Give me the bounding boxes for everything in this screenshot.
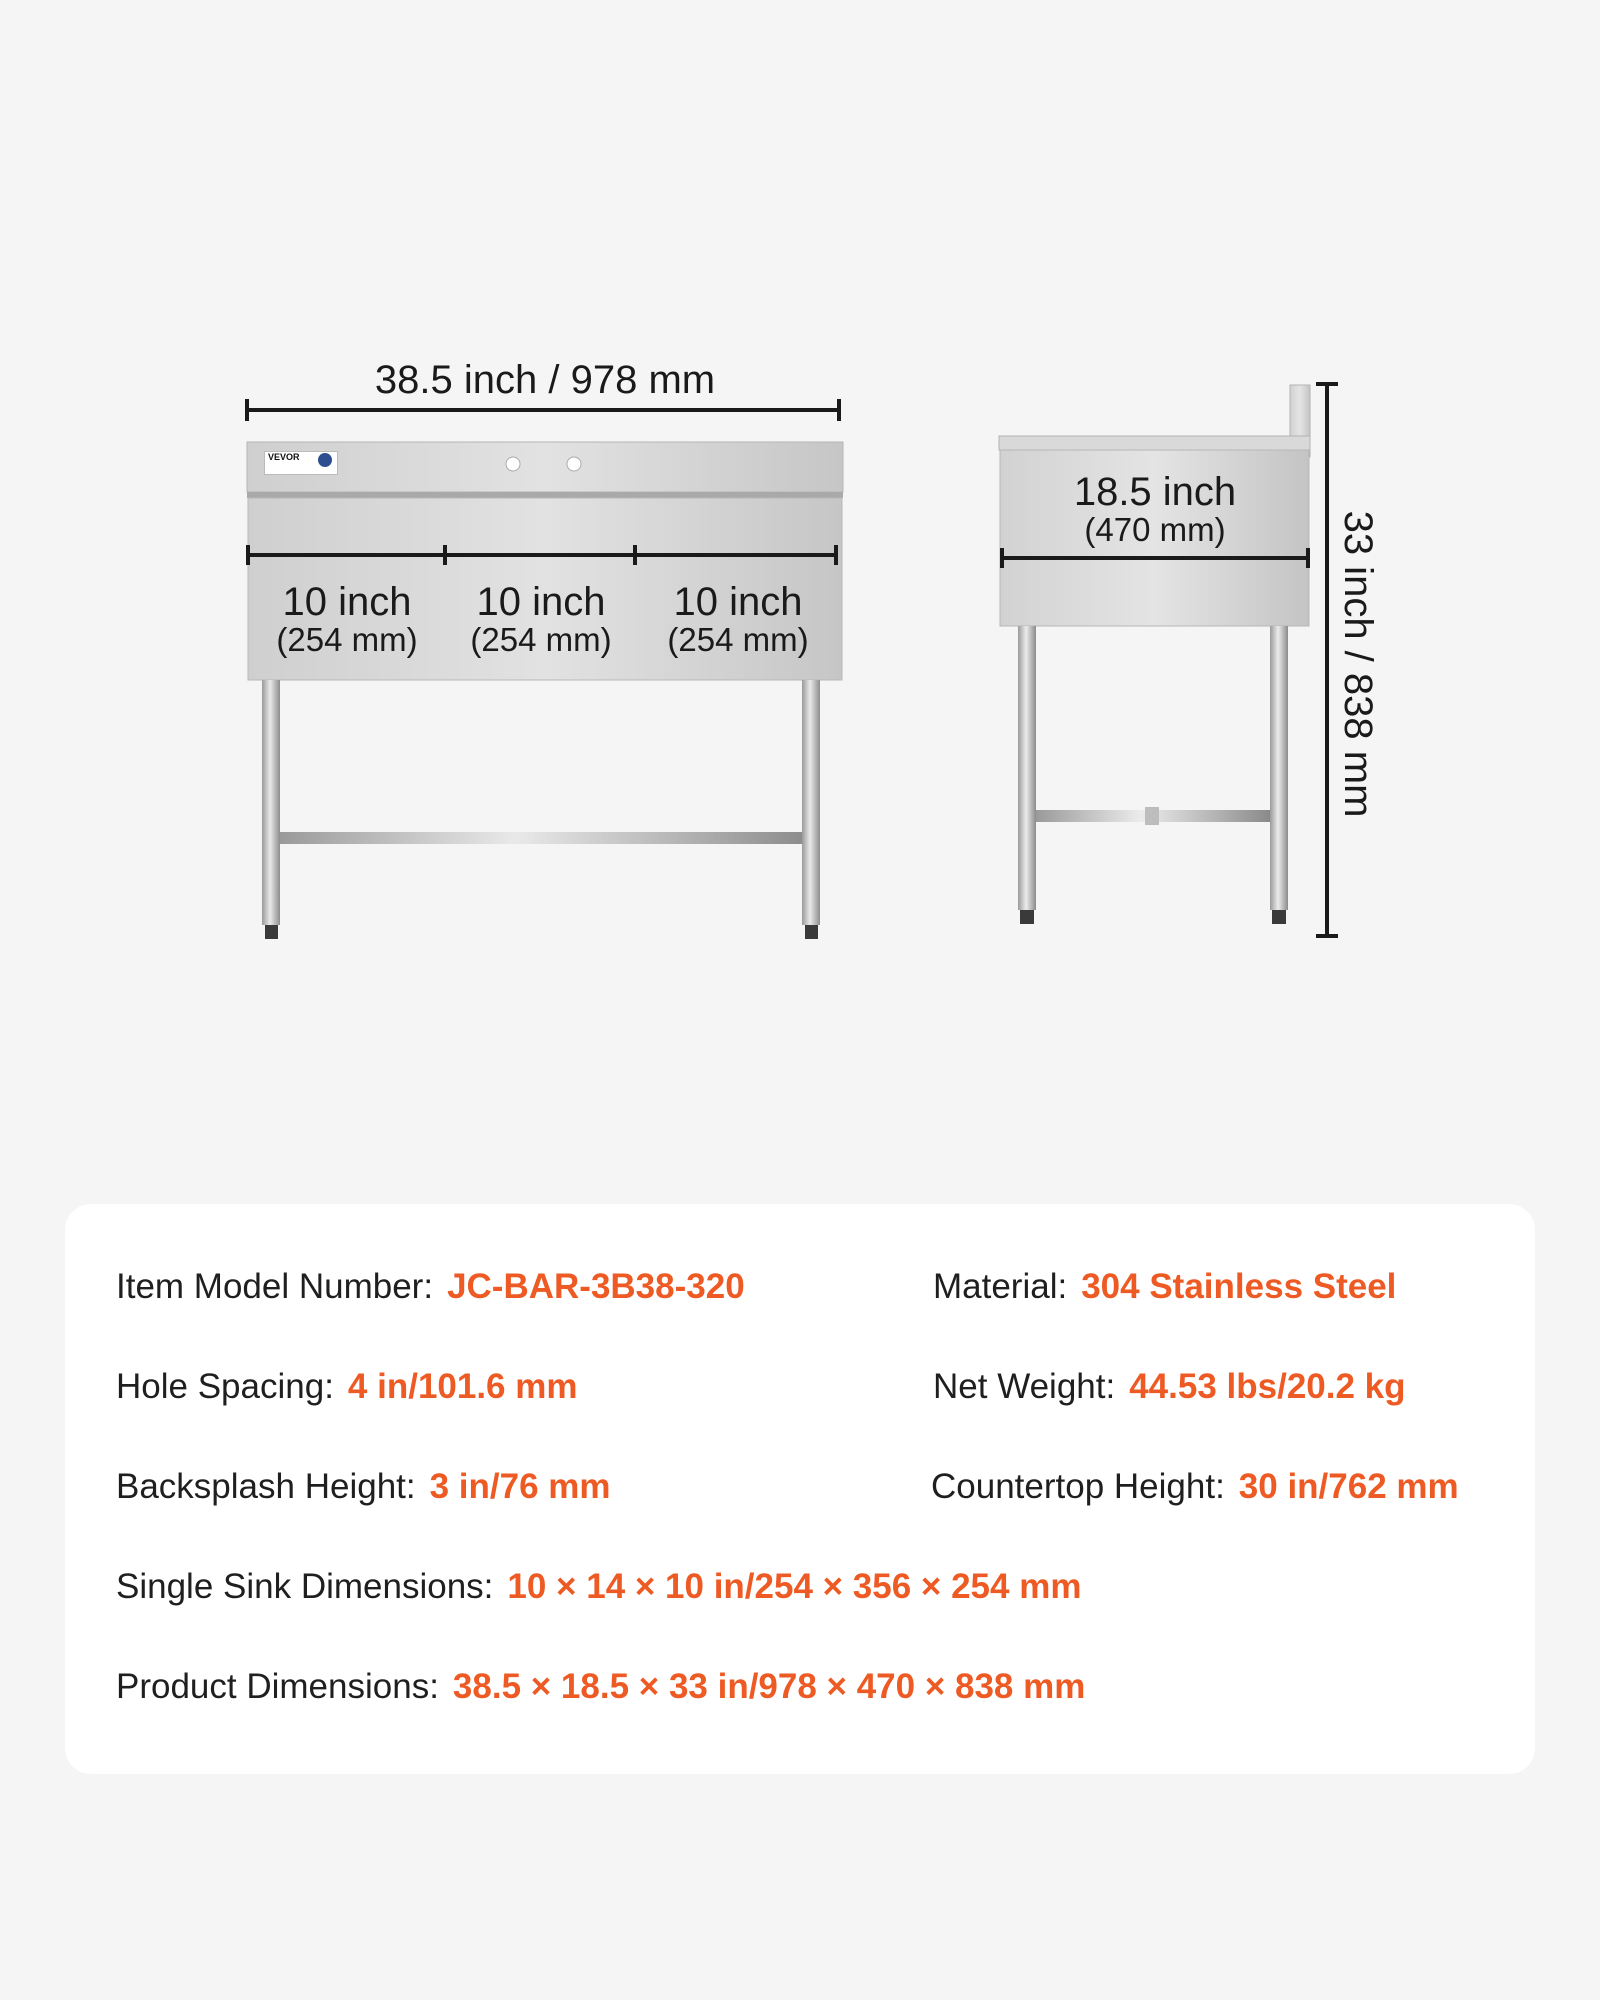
compartment-3-sub: (254 mm) xyxy=(667,621,809,658)
spec-model xyxy=(116,1267,745,1307)
spec-hole-label: Hole Spacing: xyxy=(116,1367,334,1406)
side-depth-sub: (470 mm) xyxy=(1084,511,1226,548)
specs-card xyxy=(65,1204,1535,1774)
spec-weight-value: 44.53 lbs/20.2 kg xyxy=(1129,1367,1406,1406)
side-height-tick-bottom xyxy=(1316,934,1338,938)
spec-single-sink-label: Single Sink Dimensions: xyxy=(116,1567,494,1606)
compartment-2-sub: (254 mm) xyxy=(470,621,612,658)
front-width-tick-right xyxy=(837,399,841,421)
side-depth-main: 18.5 inch xyxy=(1073,470,1237,514)
spec-material-label: Material: xyxy=(933,1267,1068,1306)
spec-model-label: Item Model Number: xyxy=(116,1267,434,1306)
front-width-line xyxy=(245,408,841,412)
compartment-1-main: 10 inch xyxy=(282,580,412,624)
compartment-2-main: 10 inch xyxy=(476,580,606,624)
front-sink-illustration xyxy=(240,438,850,958)
spec-product-value: 38.5 × 18.5 × 33 in/978 × 470 × 838 mm xyxy=(452,1667,1086,1706)
side-height-line xyxy=(1325,382,1329,938)
compartment-tick-4 xyxy=(834,545,838,565)
spec-countertop-value: 30 in/762 mm xyxy=(1238,1467,1459,1506)
compartment-3-main: 10 inch xyxy=(673,580,803,624)
spec-material xyxy=(933,1267,1396,1307)
spec-backsplash-label: Backsplash Height: xyxy=(116,1467,416,1506)
front-width-label: 38.5 inch / 978 mm xyxy=(374,358,716,402)
spec-backsplash-value: 3 in/76 mm xyxy=(429,1467,611,1506)
compartment-line xyxy=(246,553,838,557)
spec-product-dimensions xyxy=(116,1667,1085,1707)
side-height-label: 33 inch / 838 mm xyxy=(1336,510,1380,818)
side-height-tick-top xyxy=(1316,382,1338,386)
spec-product-label: Product Dimensions: xyxy=(116,1667,439,1706)
spec-single-sink-value: 10 × 14 × 10 in/254 × 356 × 254 mm xyxy=(507,1567,1082,1606)
spec-weight-label: Net Weight: xyxy=(933,1367,1116,1406)
spec-material-value: 304 Stainless Steel xyxy=(1081,1267,1397,1306)
spec-hole-spacing xyxy=(116,1367,578,1407)
side-sink-illustration xyxy=(990,380,1320,940)
compartment-tick-1 xyxy=(246,545,250,565)
compartment-1-sub: (254 mm) xyxy=(276,621,418,658)
spec-model-value: JC-BAR-3B38-320 xyxy=(447,1267,745,1306)
spec-backsplash xyxy=(116,1467,611,1507)
spec-countertop xyxy=(931,1467,1459,1507)
compartment-tick-3 xyxy=(633,545,637,565)
certification-icon xyxy=(318,453,332,467)
spec-net-weight xyxy=(933,1367,1406,1407)
side-depth-tick-right xyxy=(1306,548,1310,568)
spec-countertop-label: Countertop Height: xyxy=(931,1467,1225,1506)
compartment-tick-2 xyxy=(443,545,447,565)
front-width-tick-left xyxy=(245,399,249,421)
spec-hole-value: 4 in/101.6 mm xyxy=(347,1367,578,1406)
brand-logo-text: VEVOR xyxy=(268,452,300,462)
side-depth-tick-left xyxy=(1000,548,1004,568)
spec-single-sink xyxy=(116,1567,1081,1607)
side-depth-line xyxy=(1000,556,1310,560)
